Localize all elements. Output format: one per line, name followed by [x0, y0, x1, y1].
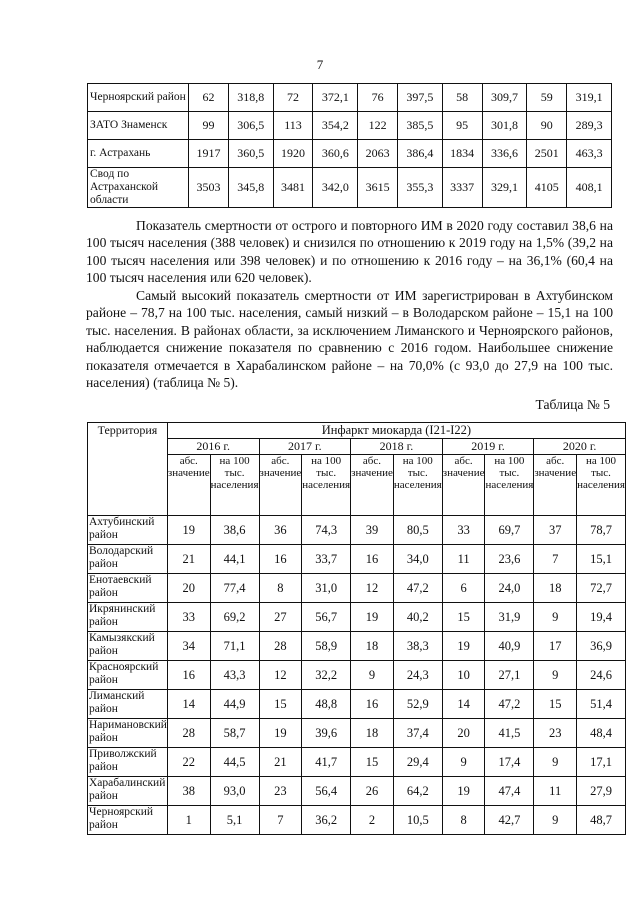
table-cell: 4105 [527, 168, 567, 208]
table-row [88, 112, 612, 140]
page-number: 7 [316, 57, 324, 72]
paragraph-mortality-rate: Показатель смертности от острого и повторного ИМ в 2020 году составил 38,6 на 100 тысяч населения (388 человек) и снизился по отношению к 2019 году на 1,5% (39,2 на 100 тысяч населения или 398 человек) и по отношению к 2016 году – на 36,1% (60,4 на 100 тысяч населения или 620 человек). [86, 218, 613, 286]
table-cell: 15 [442, 603, 485, 632]
table-cell: 33 [442, 516, 485, 545]
row-territory-name: Свод по Астраханской области [88, 168, 189, 208]
table-row [88, 806, 626, 835]
table-cell: 306,5 [228, 112, 273, 140]
table-cell: 93,0 [210, 777, 259, 806]
table-cell: 1834 [442, 140, 482, 168]
table-cell: 99 [189, 112, 229, 140]
table-cell: 24,3 [393, 661, 442, 690]
row-territory-name: Приволжский район [88, 748, 168, 777]
table-cell: 9 [534, 806, 577, 835]
table-cell: 72,7 [577, 574, 626, 603]
table-cell: 23 [534, 719, 577, 748]
table-cell: 319,1 [567, 84, 612, 112]
table-cell: 78,7 [577, 516, 626, 545]
table-cell: 39,6 [302, 719, 351, 748]
table-cell: 32,2 [302, 661, 351, 690]
table-cell: 64,2 [393, 777, 442, 806]
table-cell: 47,2 [485, 690, 534, 719]
table-cell: 15 [534, 690, 577, 719]
table-cell: 44,1 [210, 545, 259, 574]
table-cell: 48,4 [577, 719, 626, 748]
table-cell: 18 [351, 632, 394, 661]
table-cell: 2501 [527, 140, 567, 168]
table-cell: 29,4 [393, 748, 442, 777]
table-cell: 90 [527, 112, 567, 140]
table-cell: 463,3 [567, 140, 612, 168]
table-cell: 9 [351, 661, 394, 690]
table-cell: 336,6 [482, 140, 527, 168]
table-cell: 19 [167, 516, 210, 545]
table-cell: 58 [442, 84, 482, 112]
sub-header-abs: абс. значение [259, 455, 302, 516]
paragraph-district-rates: Самый высокий показатель смертности от ИМ зарегистрирован в Ахтубинском районе – 78,7 на 100 тыс. населения, самый низкий – в Володарском районе – 15,1 на 100 тыс. населения. В районах области, за исключением Лиманского и Черноярского районов, наблюдается снижение показателя по сравнению с 2016 годом. Наибольшее снижение показателя отмечается в Харабалинском районе – на 70,0% (с 93,0 до 27,9 на 100 тыс. населения) (таблица № 5). [86, 288, 613, 391]
table-cell: 1920 [273, 140, 313, 168]
table-cell: 16 [351, 690, 394, 719]
table-cell: 8 [259, 574, 302, 603]
group-header: Инфаркт миокарда (I21-I22) [167, 423, 625, 439]
table-cell: 122 [358, 112, 398, 140]
year-header: 2017 г. [259, 439, 351, 455]
table-cell: 9 [534, 748, 577, 777]
table-row [88, 690, 626, 719]
table-cell: 51,4 [577, 690, 626, 719]
table-cell: 309,7 [482, 84, 527, 112]
table-cell: 18 [534, 574, 577, 603]
table-cell: 41,7 [302, 748, 351, 777]
table-cell: 355,3 [398, 168, 443, 208]
table-cell: 16 [167, 661, 210, 690]
myocardial-infarction-table [87, 422, 626, 835]
table-cell: 386,4 [398, 140, 443, 168]
table-cell: 14 [442, 690, 485, 719]
table-cell: 38 [167, 777, 210, 806]
table-cell: 372,1 [313, 84, 358, 112]
table-row [88, 545, 626, 574]
table-row [88, 603, 626, 632]
table-cell: 41,5 [485, 719, 534, 748]
table-cell: 6 [442, 574, 485, 603]
table-cell: 74,3 [302, 516, 351, 545]
table-cell: 7 [534, 545, 577, 574]
table-cell: 10 [442, 661, 485, 690]
row-territory-name: Енотаевский район [88, 574, 168, 603]
table-cell: 360,5 [228, 140, 273, 168]
sub-header-rate: на 100 тыс. населения [393, 455, 442, 516]
table-cell: 19 [351, 603, 394, 632]
row-territory-name: Лиманский район [88, 690, 168, 719]
table-cell: 24,6 [577, 661, 626, 690]
table-cell: 44,9 [210, 690, 259, 719]
table-cell: 36,9 [577, 632, 626, 661]
table-cell: 23 [259, 777, 302, 806]
table-cell: 20 [167, 574, 210, 603]
table-cell: 408,1 [567, 168, 612, 208]
table-cell: 28 [259, 632, 302, 661]
sub-header-abs: абс. значение [442, 455, 485, 516]
table-cell: 20 [442, 719, 485, 748]
sub-header-rate: на 100 тыс. населения [485, 455, 534, 516]
table-cell: 354,2 [313, 112, 358, 140]
table-cell: 289,3 [567, 112, 612, 140]
table-row [88, 140, 612, 168]
table-cell: 385,5 [398, 112, 443, 140]
table-row [88, 574, 626, 603]
table-cell: 62 [189, 84, 229, 112]
table-cell: 3337 [442, 168, 482, 208]
table-cell: 59 [527, 84, 567, 112]
table-cell: 11 [442, 545, 485, 574]
table-cell: 37 [534, 516, 577, 545]
table-cell: 48,8 [302, 690, 351, 719]
table-cell: 2 [351, 806, 394, 835]
table-cell: 43,3 [210, 661, 259, 690]
table-cell: 77,4 [210, 574, 259, 603]
year-header: 2019 г. [442, 439, 534, 455]
table-cell: 28 [167, 719, 210, 748]
table-cell: 34 [167, 632, 210, 661]
table-cell: 21 [167, 545, 210, 574]
table-cell: 397,5 [398, 84, 443, 112]
row-territory-name: Черноярский район [88, 806, 168, 835]
row-territory-name: Икрянинский район [88, 603, 168, 632]
table-cell: 318,8 [228, 84, 273, 112]
table-caption: Таблица № 5 [535, 397, 610, 412]
table-cell: 12 [259, 661, 302, 690]
table-cell: 27 [259, 603, 302, 632]
table-cell: 69,7 [485, 516, 534, 545]
table-cell: 52,9 [393, 690, 442, 719]
table-cell: 48,7 [577, 806, 626, 835]
col-territory-header: Территория [88, 423, 168, 516]
table-cell: 14 [167, 690, 210, 719]
table-cell: 16 [259, 545, 302, 574]
table-cell: 71,1 [210, 632, 259, 661]
table-cell: 345,8 [228, 168, 273, 208]
table-cell: 5,1 [210, 806, 259, 835]
row-territory-name: г. Астрахань [88, 140, 189, 168]
mortality-table-continued [87, 83, 612, 208]
table-row [88, 748, 626, 777]
table-cell: 19,4 [577, 603, 626, 632]
table-cell: 37,4 [393, 719, 442, 748]
table-cell: 9 [534, 661, 577, 690]
table-cell: 69,2 [210, 603, 259, 632]
table-row [88, 661, 626, 690]
row-territory-name: Ахтубинский район [88, 516, 168, 545]
table-cell: 36,2 [302, 806, 351, 835]
table-cell: 26 [351, 777, 394, 806]
table-cell: 19 [259, 719, 302, 748]
table-cell: 113 [273, 112, 313, 140]
table-cell: 47,2 [393, 574, 442, 603]
table-cell: 31,0 [302, 574, 351, 603]
row-territory-name: Наримановский район [88, 719, 168, 748]
table-cell: 9 [442, 748, 485, 777]
table-cell: 15,1 [577, 545, 626, 574]
table-cell: 56,7 [302, 603, 351, 632]
year-header: 2018 г. [351, 439, 443, 455]
table-cell: 47,4 [485, 777, 534, 806]
table-row [88, 84, 612, 112]
table-cell: 3481 [273, 168, 313, 208]
table-cell: 44,5 [210, 748, 259, 777]
table-cell: 2063 [358, 140, 398, 168]
row-territory-name: Харабалинский район [88, 777, 168, 806]
table-cell: 95 [442, 112, 482, 140]
row-territory-name: Красноярский район [88, 661, 168, 690]
sub-header-abs: абс. значение [534, 455, 577, 516]
table-cell: 56,4 [302, 777, 351, 806]
table-cell: 40,9 [485, 632, 534, 661]
table-cell: 21 [259, 748, 302, 777]
table-cell: 40,2 [393, 603, 442, 632]
table-cell: 58,7 [210, 719, 259, 748]
table-cell: 329,1 [482, 168, 527, 208]
table-cell: 7 [259, 806, 302, 835]
table-cell: 36 [259, 516, 302, 545]
sub-header-rate: на 100 тыс. населения [302, 455, 351, 516]
table-cell: 23,6 [485, 545, 534, 574]
sub-header-rate: на 100 тыс. населения [577, 455, 626, 516]
row-territory-name: Володарский район [88, 545, 168, 574]
table-cell: 16 [351, 545, 394, 574]
row-territory-name: Камызякский район [88, 632, 168, 661]
table-row [88, 168, 612, 208]
table-cell: 76 [358, 84, 398, 112]
table-cell: 10,5 [393, 806, 442, 835]
table-cell: 38,6 [210, 516, 259, 545]
table-cell: 301,8 [482, 112, 527, 140]
table-cell: 17 [534, 632, 577, 661]
table-cell: 360,6 [313, 140, 358, 168]
table-cell: 22 [167, 748, 210, 777]
year-header: 2020 г. [534, 439, 626, 455]
table-row [88, 777, 626, 806]
table-cell: 72 [273, 84, 313, 112]
table-cell: 19 [442, 777, 485, 806]
table-cell: 27,9 [577, 777, 626, 806]
table-row [88, 632, 626, 661]
table-cell: 9 [534, 603, 577, 632]
table-cell: 15 [259, 690, 302, 719]
year-header: 2016 г. [167, 439, 259, 455]
table-cell: 58,9 [302, 632, 351, 661]
table-cell: 18 [351, 719, 394, 748]
row-territory-name: ЗАТО Знаменск [88, 112, 189, 140]
table-row [88, 516, 626, 545]
table-cell: 19 [442, 632, 485, 661]
table-cell: 342,0 [313, 168, 358, 208]
table-cell: 42,7 [485, 806, 534, 835]
table-row [88, 719, 626, 748]
sub-header-rate: на 100 тыс. населения [210, 455, 259, 516]
table-cell: 31,9 [485, 603, 534, 632]
table-cell: 33 [167, 603, 210, 632]
sub-header-abs: абс. значение [167, 455, 210, 516]
table-cell: 11 [534, 777, 577, 806]
table-cell: 33,7 [302, 545, 351, 574]
table-cell: 34,0 [393, 545, 442, 574]
table-cell: 27,1 [485, 661, 534, 690]
row-territory-name: Черноярский район [88, 84, 189, 112]
table-cell: 8 [442, 806, 485, 835]
table-cell: 3503 [189, 168, 229, 208]
sub-header-abs: абс. значение [351, 455, 394, 516]
table-cell: 17,1 [577, 748, 626, 777]
table-cell: 12 [351, 574, 394, 603]
table-cell: 3615 [358, 168, 398, 208]
table-cell: 17,4 [485, 748, 534, 777]
table-cell: 80,5 [393, 516, 442, 545]
table-cell: 15 [351, 748, 394, 777]
table-cell: 24,0 [485, 574, 534, 603]
table-cell: 38,3 [393, 632, 442, 661]
table-cell: 1917 [189, 140, 229, 168]
table-cell: 39 [351, 516, 394, 545]
table-cell: 1 [167, 806, 210, 835]
